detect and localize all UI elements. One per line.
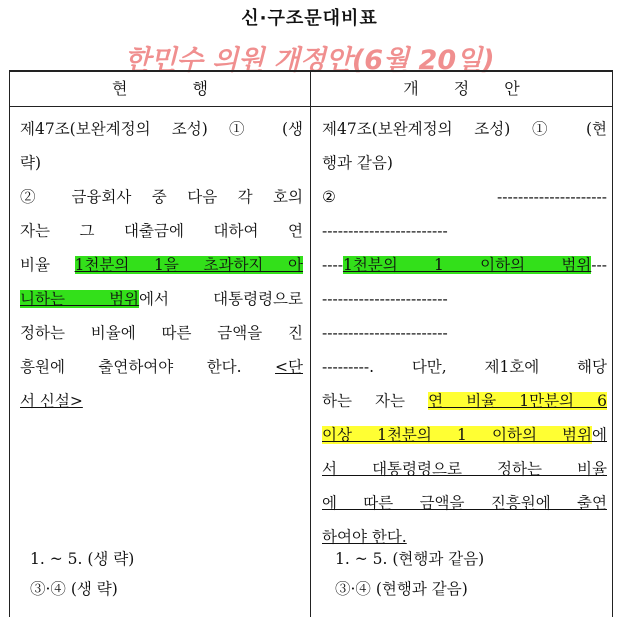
underlined-text: 서 대통령령으로 정하는 비율 (322, 460, 607, 478)
current-line (20, 356, 303, 390)
amendment-line (322, 492, 607, 526)
dash-fill: ------------------------ (322, 324, 448, 342)
amendment-line (322, 186, 607, 220)
underlined-text: 에 (592, 426, 607, 444)
amendment-line (322, 390, 607, 424)
current-line: 략) (20, 154, 42, 172)
amendment-line (322, 458, 607, 492)
current-line (20, 390, 303, 424)
highlight-green: 1천분의 1 이하의 범위 (342, 256, 592, 274)
amendment-bottom-lines (335, 548, 484, 608)
underlined-text: 서 신설> (20, 392, 83, 410)
column-divider (310, 72, 311, 617)
amendment-text-column (322, 118, 607, 560)
current-line (20, 288, 303, 322)
current-line (20, 254, 303, 288)
amendment-line (322, 424, 607, 458)
amendment-column-header: 개 정 안 (403, 79, 520, 98)
current-bottom-lines (30, 548, 134, 608)
amendment-text: ② (322, 188, 498, 206)
dash-fill: ---- (322, 256, 343, 274)
current-line: 자는 그 대출금에 대하여 연 (20, 222, 303, 240)
amendment-line: 1. ~ 5. (현행과 같음) (335, 550, 485, 568)
amendment-line: 제47조(보완계정의 조성) ① (현 (322, 120, 607, 138)
highlight-green: 1천분의 1을 초과하지 아 (74, 256, 304, 274)
amendment-line: 행과 같음) (322, 154, 393, 172)
current-line: 정하는 비율에 따른 금액을 진 (20, 324, 303, 342)
comparison-table (9, 70, 613, 617)
table-header-row (10, 72, 612, 107)
current-line: ③·④ (생 략) (30, 580, 118, 598)
underlined-text: 하여야 한다. (322, 528, 407, 546)
dash-fill: ------------------------ (322, 222, 448, 240)
current-text: 비율 (20, 256, 75, 274)
dash-fill: --------------------- (497, 188, 607, 206)
highlight-green: 니하는 범위 (20, 290, 140, 308)
amendment-line: ---------. 다만, 제1호에 해당 (322, 358, 607, 376)
current-column-header: 현 행 (112, 79, 208, 98)
underlined-text: <단 (275, 358, 303, 376)
amendment-subtitle: 한민수 의원 개정안(6월 20일) (124, 45, 495, 76)
dash-fill: --- (591, 256, 607, 274)
underlined-text: 에 따른 금액을 진흥원에 출연 (322, 494, 607, 512)
highlight-yellow: 연 비율 1만분의 6 (428, 392, 607, 410)
dash-fill: ------------------------ (322, 290, 448, 308)
current-line: ② 금융회사 중 다음 각 호의 (20, 188, 303, 206)
document-title: 신·구조문대비표 (241, 8, 378, 29)
amendment-line: ③·④ (현행과 같음) (335, 580, 468, 598)
amendment-line (322, 254, 607, 288)
highlight-yellow: 이상 1천분의 1 이하의 범위 (322, 426, 593, 444)
current-line: 제47조(보완계정의 조성) ① (생 (20, 120, 303, 138)
current-text: 흥원에 출연하여야 한다. (20, 358, 276, 376)
current-text-column (20, 118, 303, 424)
current-text: 에서 대통령령으로 (139, 290, 304, 308)
amendment-text: 하는 자는 (322, 392, 429, 410)
current-line: 1. ~ 5. (생 략) (30, 550, 135, 568)
